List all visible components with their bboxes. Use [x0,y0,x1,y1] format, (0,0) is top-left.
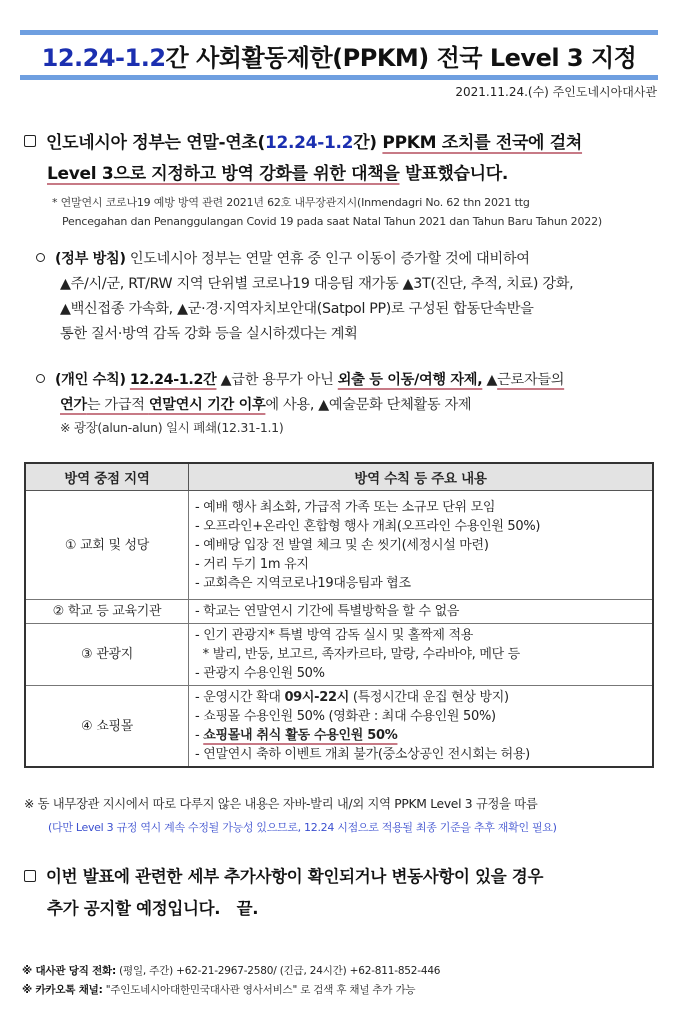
closing-line2: 추가 공지할 예정입니다. 끝. [47,899,259,918]
checkbox-bullet-icon [24,135,36,147]
circle-bullet-icon [36,253,45,262]
section1-line1: 인도네시아 정부는 연말-연초(12.24-1.2간) PPKM 조치를 전국에 걸쳐 [24,128,582,153]
area-cell: ① 교회 및 성당 [25,491,189,600]
content-cell: - 학교는 연말연시 기간에 특별방학을 할 수 없음 [189,600,654,624]
page-title [20,38,658,73]
kakao-channel: ※ 카카오톡 채널: "주인도네시아대한민국대사관 영사서비스" 로 검색 후 채널 추가 가능 [22,984,416,996]
table-header-area: 방역 중점 지역 [25,463,189,491]
title-period: 12.24-1.2 [41,44,166,72]
title-top-bar [20,30,658,35]
content-cell: - 운영시간 확대 09시-22시 (특정시간대 운집 현상 방지) - 쇼핑몰 수용인원 50% (영화관 : 최대 수용인원 50%) - 쇼핑몰내 취식 활동 수용인원 50% - 연말연시 축하 이벤트 개최 불가(중소상공인 전시회는 허용) [189,686,654,768]
checkbox-bullet-icon [24,870,36,882]
quarantine-table [24,462,654,768]
table-row [25,686,653,768]
title-text: 간 사회활동제한(PPKM) 전국 Level 3 지정 [165,44,637,72]
content-cell: - 인기 관광지* 특별 방역 감독 실시 및 홀짝제 적용 * 발리, 반둥, 보고르, 족자카르타, 말랑, 수라바야, 메단 등 - 관광지 수용인원 50% [189,624,654,686]
footnote-main: ※ 동 내무장관 지시에서 따로 다루지 않은 내용은 자바-발리 내/외 지역 PPKM Level 3 규정을 따름 [24,797,538,811]
area-cell: ④ 쇼핑몰 [25,686,189,768]
section1-note-line1: * 연말연시 코로나19 예방 방역 관련 2021년 62호 내무장관지시(Inmendagri No. 62 thn 2021 ttg [52,196,530,209]
content-cell: - 예배 행사 최소화, 가급적 가족 또는 소규모 단위 모임 - 오프라인+온라인 혼합형 행사 개최(오프라인 수용인원 50%) - 예배당 입장 전 발열 체크 및 손 씻기(세정시설 마련) - 거리 두기 1m 유지 - 교회측은 지역코로나19대응팀과 협조 [189,491,654,600]
table-row [25,600,653,624]
section1-note-line2: Pencegahan dan Penanggulangan Covid 19 pada saat Natal Tahun 2021 dan Tahun Baru Tahun 2022) [62,215,602,228]
circle-bullet-icon [36,374,45,383]
footnote-sub: (다만 Level 3 규정 역시 계속 수정될 가능성 있으므로, 12.24 시점으로 적용될 최종 기준을 추후 재확인 필요) [48,821,557,834]
table-header-content: 방역 수칙 등 주요 내용 [189,463,654,491]
closing-line1: 이번 발표에 관련한 세부 추가사항이 확인되거나 변동사항이 있을 경우 [24,863,543,887]
area-cell: ③ 관광지 [25,624,189,686]
embassy-phone: ※ 대사관 당직 전화: (평일, 주간) +62-21-2967-2580/ (긴급, 24시간) +62-811-852-446 [22,965,441,977]
section1-line2: Level 3으로 지정하고 방역 강화를 위한 대책을 발표했습니다. [47,164,509,184]
title-bottom-bar [20,75,658,80]
table-row [25,491,653,600]
area-cell: ② 학교 등 교육기관 [25,600,189,624]
date-issuer: 2021.11.24.(수) 주인도네시아대사관 [455,85,657,99]
table-row [25,624,653,686]
gov-policy-paragraph: (정부 방침) 인도네시아 정부는 연말 연휴 중 인구 이동이 증가할 것에 대비하여 ▲주/시/군, RT/RW 지역 단위별 코로나19 대응팀 재가동 ▲3T(진단, 추적, 치료) 강화, ▲백신접종 가속화, ▲군·경·지역자치보안대(Satpol PP)로 구성된 합동단속반을 통한 질서·방역 감독 강화 등을 실시하겠다는 계획 [36,247,666,347]
personal-rules-paragraph: (개인 수칙) 12.24-1.2간 ▲급한 용무가 아닌 외출 등 이동/여행 자제, ▲근로자들의 연가는 가급적 연말연시 기간 이후에 사용, ▲예술문화 단체활동 자제 ※ 광장(alun-alun) 일시 폐쇄(12.31-1.1) [36,368,666,438]
